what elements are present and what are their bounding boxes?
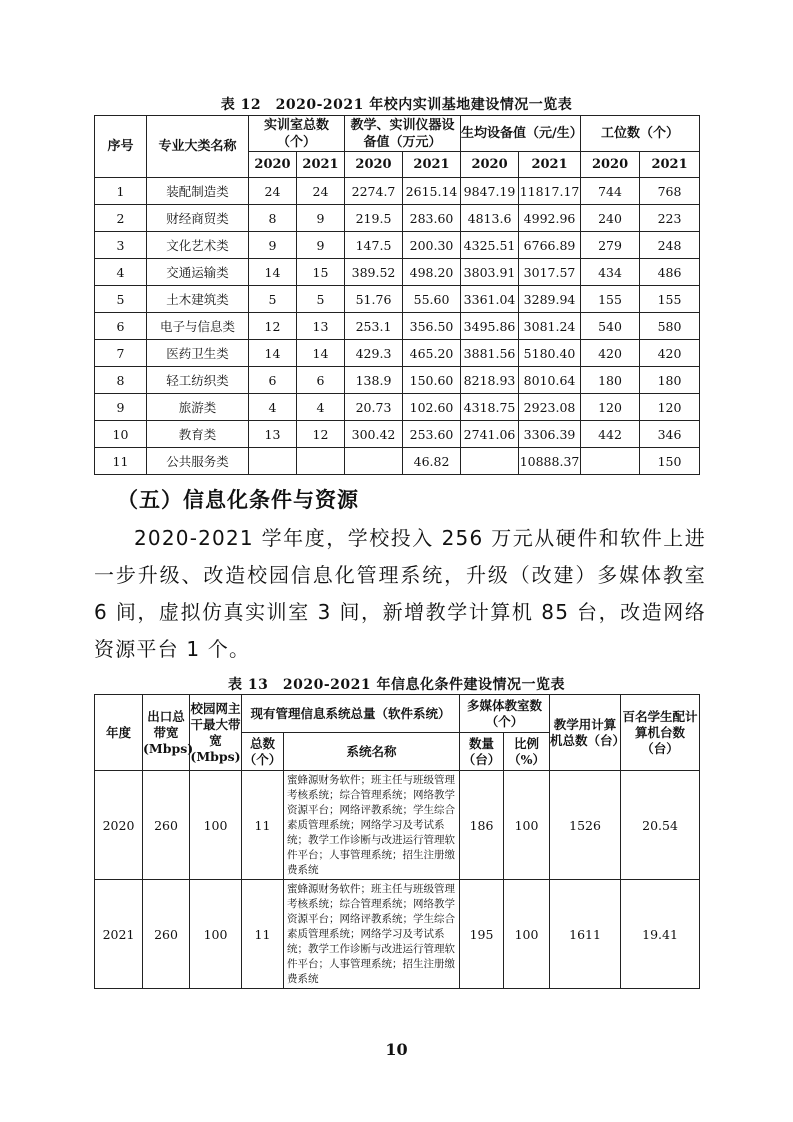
section-heading: （五）信息化条件与资源	[117, 488, 359, 512]
cell-equipment-2020: 253.1	[345, 313, 403, 340]
cell-per-student-2020: 3495.86	[461, 313, 519, 340]
cell-per-student-2020: 9847.19	[461, 178, 519, 205]
cell-stations-2021: 150	[640, 448, 700, 475]
cell-seq: 7	[95, 340, 147, 367]
cell-per-student-2021: 6766.89	[519, 232, 581, 259]
cell-rooms-2021: 12	[297, 421, 345, 448]
cell-stations-2021: 120	[640, 394, 700, 421]
cell-per100: 20.54	[621, 771, 700, 880]
cell-stations-2020: 155	[581, 286, 640, 313]
cell-seq: 9	[95, 394, 147, 421]
cell-stations-2020: 540	[581, 313, 640, 340]
cell-year: 2021	[95, 880, 143, 989]
cell-equipment-2021: 253.60	[403, 421, 461, 448]
cell-stations-2020: 434	[581, 259, 640, 286]
table-row	[95, 394, 700, 421]
header-backbone-bandwidth: 校园网主干最大带宽(Mbps)	[190, 695, 242, 771]
header-year-2020: 2020	[461, 152, 519, 178]
cell-per-student-2021: 4992.96	[519, 205, 581, 232]
cell-equipment-2020: 51.76	[345, 286, 403, 313]
cell-rooms-2021: 9	[297, 205, 345, 232]
cell-rooms-2020: 5	[249, 286, 297, 313]
cell-mis-count: 11	[242, 880, 284, 989]
header-mis-names: 系统名称	[284, 733, 460, 771]
table12-caption: 表 12 2020-2021 年校内实训基地建设情况一览表	[220, 97, 573, 113]
cell-category: 旅游类	[147, 394, 249, 421]
cell-rooms-2021: 14	[297, 340, 345, 367]
cell-stations-2020: 279	[581, 232, 640, 259]
cell-rooms-2021: 9	[297, 232, 345, 259]
cell-mm-count: 195	[460, 880, 504, 989]
cell-equipment-2020	[345, 448, 403, 475]
cell-mm-ratio: 100	[504, 771, 550, 880]
header-year-2021: 2021	[297, 152, 345, 178]
cell-category: 土木建筑类	[147, 286, 249, 313]
header-mis-count: 总数（个）	[242, 733, 284, 771]
header-year-2020: 2020	[581, 152, 640, 178]
header-multimedia-rooms: 多媒体教室数（个）	[460, 695, 550, 733]
cell-rooms-2020: 9	[249, 232, 297, 259]
informatization-table	[94, 694, 700, 989]
cell-equipment-2021: 55.60	[403, 286, 461, 313]
cell-rooms-2020: 14	[249, 259, 297, 286]
cell-rooms-2021: 13	[297, 313, 345, 340]
cell-equipment-2021: 465.20	[403, 340, 461, 367]
cell-equipment-2020: 300.42	[345, 421, 403, 448]
section-paragraph: 2020-2021 学年度，学校投入 256 万元从硬件和软件上进一步升级、改造校园信息化管理系统，升级（改建）多媒体教室 6 间，虚拟仿真实训室 3 间，新增教学计算机 85 台，改造网络资源平台 1 个。	[94, 526, 706, 661]
cell-rooms-2021: 24	[297, 178, 345, 205]
table-row	[95, 771, 700, 880]
cell-equipment-2021: 283.60	[403, 205, 461, 232]
cell-rooms-2020: 8	[249, 205, 297, 232]
header-year-2021: 2021	[403, 152, 461, 178]
cell-exit-bandwidth: 260	[143, 771, 190, 880]
cell-seq: 2	[95, 205, 147, 232]
cell-stations-2021: 580	[640, 313, 700, 340]
cell-category: 电子与信息类	[147, 313, 249, 340]
cell-system-names: 蜜蜂源财务软件；班主任与班级管理考核系统；综合管理系统；网络教学资源平台；网络评教系统；学生综合素质管理系统；网络学习及考试系统；教学工作诊断与改进运行管理软件平台；人事管理系统；招生注册缴费系统	[284, 771, 460, 880]
cell-per-student-2020: 4318.75	[461, 394, 519, 421]
cell-equipment-2021: 102.60	[403, 394, 461, 421]
cell-stations-2021: 155	[640, 286, 700, 313]
cell-stations-2021: 768	[640, 178, 700, 205]
cell-per-student-2021: 3017.57	[519, 259, 581, 286]
cell-rooms-2020: 24	[249, 178, 297, 205]
cell-stations-2020: 420	[581, 340, 640, 367]
cell-seq: 5	[95, 286, 147, 313]
cell-per-student-2021: 3081.24	[519, 313, 581, 340]
header-mis-total: 现有管理信息系统总量（软件系统）	[242, 695, 460, 733]
cell-equipment-2021: 46.82	[403, 448, 461, 475]
header-seq: 序号	[95, 116, 147, 178]
cell-seq: 1	[95, 178, 147, 205]
header-equipment: 教学、实训仪器设备值（万元）	[345, 116, 461, 152]
cell-category: 医药卫生类	[147, 340, 249, 367]
cell-equipment-2020: 147.5	[345, 232, 403, 259]
cell-category: 文化艺术类	[147, 232, 249, 259]
header-exit-bandwidth: 出口总带宽(Mbps)	[143, 695, 190, 771]
header-category: 专业大类名称	[147, 116, 249, 178]
cell-per-student-2021: 3289.94	[519, 286, 581, 313]
cell-per-student-2020: 8218.93	[461, 367, 519, 394]
cell-per-student-2021: 2923.08	[519, 394, 581, 421]
cell-equipment-2021: 200.30	[403, 232, 461, 259]
header-computers: 教学用计算机总数（台）	[550, 695, 621, 771]
cell-per-student-2021: 11817.17	[519, 178, 581, 205]
header-year-2020: 2020	[249, 152, 297, 178]
header-year-2020: 2020	[345, 152, 403, 178]
cell-system-names: 蜜蜂源财务软件；班主任与班级管理考核系统；综合管理系统；网络教学资源平台；网络评教系统；学生综合素质管理系统；网络学习及考试系统；教学工作诊断与改进运行管理软件平台；人事管理系统；招生注册缴费系统	[284, 880, 460, 989]
cell-seq: 11	[95, 448, 147, 475]
cell-rooms-2020: 12	[249, 313, 297, 340]
cell-stations-2020	[581, 448, 640, 475]
cell-stations-2021: 180	[640, 367, 700, 394]
cell-stations-2021: 486	[640, 259, 700, 286]
cell-per-student-2020	[461, 448, 519, 475]
header-per-student: 生均设备值（元/生）	[461, 116, 581, 152]
training-base-table	[94, 115, 700, 475]
header-rooms: 实训室总数（个）	[249, 116, 345, 152]
cell-backbone-bandwidth: 100	[190, 880, 242, 989]
cell-year: 2020	[95, 771, 143, 880]
cell-per-student-2020: 4813.6	[461, 205, 519, 232]
table-row	[95, 448, 700, 475]
cell-rooms-2021: 6	[297, 367, 345, 394]
cell-rooms-2020: 6	[249, 367, 297, 394]
cell-per-student-2021: 5180.40	[519, 340, 581, 367]
header-year-2021: 2021	[519, 152, 581, 178]
cell-per-student-2020: 3803.91	[461, 259, 519, 286]
cell-category: 交通运输类	[147, 259, 249, 286]
cell-equipment-2021: 356.50	[403, 313, 461, 340]
cell-seq: 4	[95, 259, 147, 286]
header-per100: 百名学生配计算机台数（台）	[621, 695, 700, 771]
cell-equipment-2020: 389.52	[345, 259, 403, 286]
cell-computers: 1526	[550, 771, 621, 880]
cell-mis-count: 11	[242, 771, 284, 880]
table-row	[95, 880, 700, 989]
cell-per-student-2020: 2741.06	[461, 421, 519, 448]
table-row	[95, 313, 700, 340]
cell-equipment-2021: 498.20	[403, 259, 461, 286]
header-stations: 工位数（个）	[581, 116, 700, 152]
cell-mm-count: 186	[460, 771, 504, 880]
cell-per-student-2020: 3881.56	[461, 340, 519, 367]
cell-category: 装配制造类	[147, 178, 249, 205]
table-row	[95, 286, 700, 313]
cell-mm-ratio: 100	[504, 880, 550, 989]
cell-equipment-2021: 2615.14	[403, 178, 461, 205]
table13-caption: 表 13 2020-2021 年信息化条件建设情况一览表	[228, 677, 565, 693]
cell-equipment-2020: 219.5	[345, 205, 403, 232]
cell-stations-2021: 346	[640, 421, 700, 448]
table-row	[95, 367, 700, 394]
cell-rooms-2020: 14	[249, 340, 297, 367]
cell-stations-2020: 180	[581, 367, 640, 394]
cell-computers: 1611	[550, 880, 621, 989]
cell-seq: 6	[95, 313, 147, 340]
cell-seq: 3	[95, 232, 147, 259]
cell-stations-2021: 223	[640, 205, 700, 232]
page-number: 10	[385, 1040, 408, 1059]
cell-equipment-2020: 138.9	[345, 367, 403, 394]
cell-equipment-2020: 2274.7	[345, 178, 403, 205]
header-year-2021: 2021	[640, 152, 700, 178]
cell-rooms-2020: 4	[249, 394, 297, 421]
table-row	[95, 421, 700, 448]
cell-stations-2021: 420	[640, 340, 700, 367]
cell-per100: 19.41	[621, 880, 700, 989]
cell-equipment-2020: 429.3	[345, 340, 403, 367]
cell-rooms-2020	[249, 448, 297, 475]
cell-per-student-2020: 4325.51	[461, 232, 519, 259]
header-year: 年度	[95, 695, 143, 771]
cell-per-student-2021: 8010.64	[519, 367, 581, 394]
cell-seq: 8	[95, 367, 147, 394]
cell-equipment-2020: 20.73	[345, 394, 403, 421]
table-row	[95, 259, 700, 286]
cell-rooms-2021: 15	[297, 259, 345, 286]
cell-equipment-2021: 150.60	[403, 367, 461, 394]
cell-category: 教育类	[147, 421, 249, 448]
cell-backbone-bandwidth: 100	[190, 771, 242, 880]
cell-category: 轻工纺织类	[147, 367, 249, 394]
cell-per-student-2021: 3306.39	[519, 421, 581, 448]
cell-rooms-2021: 5	[297, 286, 345, 313]
cell-category: 财经商贸类	[147, 205, 249, 232]
header-mm-count: 数量（台）	[460, 733, 504, 771]
table-row	[95, 232, 700, 259]
cell-exit-bandwidth: 260	[143, 880, 190, 989]
cell-rooms-2021: 4	[297, 394, 345, 421]
cell-rooms-2020: 13	[249, 421, 297, 448]
cell-stations-2020: 744	[581, 178, 640, 205]
cell-stations-2020: 120	[581, 394, 640, 421]
cell-rooms-2021	[297, 448, 345, 475]
cell-stations-2020: 442	[581, 421, 640, 448]
cell-per-student-2020: 3361.04	[461, 286, 519, 313]
cell-seq: 10	[95, 421, 147, 448]
table-row	[95, 205, 700, 232]
table-row	[95, 340, 700, 367]
header-mm-ratio: 比例（%）	[504, 733, 550, 771]
cell-stations-2021: 248	[640, 232, 700, 259]
cell-per-student-2021: 10888.37	[519, 448, 581, 475]
table-row	[95, 178, 700, 205]
cell-stations-2020: 240	[581, 205, 640, 232]
cell-category: 公共服务类	[147, 448, 249, 475]
